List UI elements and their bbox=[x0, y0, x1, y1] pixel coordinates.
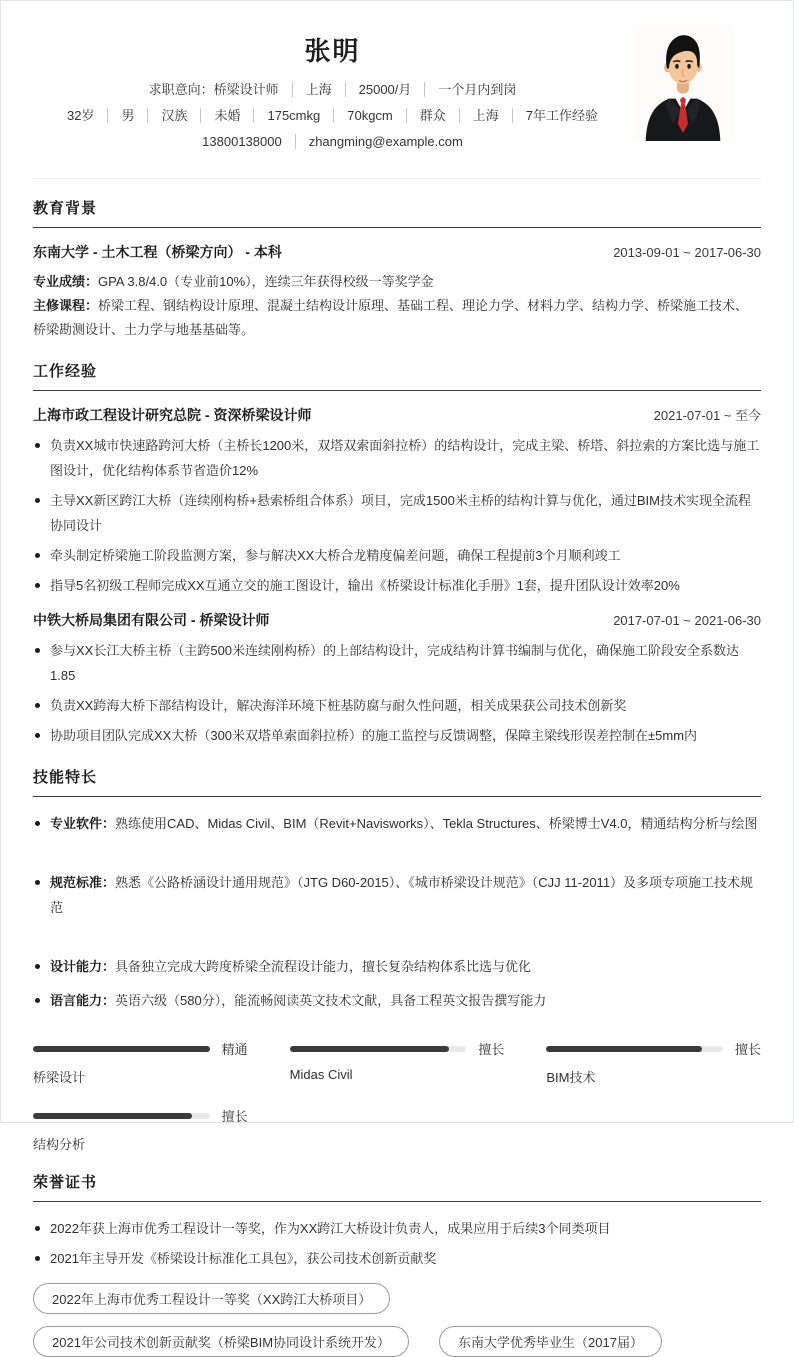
info-item: 70kgcm bbox=[333, 108, 393, 123]
skill-name-label: 结构分析 bbox=[33, 1137, 86, 1152]
section-title-work: 工作经验 bbox=[33, 360, 761, 391]
skill-bar-fill bbox=[33, 1046, 210, 1052]
job-intent-line bbox=[33, 82, 632, 97]
job2-company-role: 中铁大桥局集团有限公司 - 桥梁设计师 bbox=[33, 612, 270, 628]
intent-item: 一个月内到岗 bbox=[424, 82, 516, 97]
skill-level-label: 擅长 bbox=[221, 1109, 248, 1124]
skill-bullet-item bbox=[33, 870, 761, 920]
skill-bar-row bbox=[33, 1106, 248, 1125]
honor-badge: 2021年公司技术创新贡献奖（桥梁BIM协同设计系统开发） bbox=[33, 1326, 409, 1357]
skill-bar-track bbox=[33, 1046, 210, 1052]
job2-bullet-list bbox=[33, 638, 761, 748]
badge-row-1 bbox=[33, 1283, 761, 1314]
honors-bullet-list bbox=[33, 1216, 761, 1271]
detail-label: 专业成绩： bbox=[33, 274, 99, 289]
skill-text: 熟悉《公路桥涵设计通用规范》（JTG D60-2015）、《城市桥梁设计规范》（CJJ 11-2011）及多项专项施工技术规范 bbox=[50, 875, 754, 915]
skill-label: 规范标准： bbox=[50, 875, 116, 890]
job2-bullet-item: 负责XX跨海大桥下部结构设计，解决海洋环境下桩基防腐与耐久性问题，相关成果获公司技术创新奖 bbox=[33, 693, 761, 718]
badge-row-2 bbox=[33, 1326, 761, 1357]
detail-label: 主修课程： bbox=[33, 298, 99, 313]
intent-item: 上海 bbox=[292, 82, 332, 97]
personal-info-line bbox=[33, 108, 632, 123]
section-title-skills: 技能特长 bbox=[33, 766, 761, 797]
work-body bbox=[33, 391, 761, 748]
job1-bullet-item: 主导XX新区跨江大桥（连续刚构桥+悬索桥组合体系）项目，完成1500米主桥的结构计算与优化，通过BIM技术实现全流程协同设计 bbox=[33, 488, 761, 538]
skill-bullet-item bbox=[33, 954, 761, 979]
job1-bullet-item: 指导5名初级工程师完成XX互通立交的施工图设计，输出《桥梁设计标准化手册》1套，提升团队设计效率20% bbox=[33, 573, 761, 598]
skill-bar-track bbox=[33, 1113, 210, 1119]
skills-body bbox=[33, 797, 761, 1153]
info-item: 未婚 bbox=[200, 108, 240, 123]
skill-bar-row bbox=[546, 1039, 761, 1058]
skill-bar-fill bbox=[33, 1113, 192, 1119]
detail-text: GPA 3.8/4.0（专业前10%），连续三年获得校级一等奖学金 bbox=[98, 274, 434, 289]
detail-text: 桥梁工程、钢结构设计原理、混凝土结构设计原理、基础工程、理论力学、材料力学、结构力学、桥梁施工技术、桥梁勘测设计、土力学与地基基础等。 bbox=[33, 298, 749, 337]
section-title-honors: 荣誉证书 bbox=[33, 1171, 761, 1202]
contact-item: zhangming@example.com bbox=[295, 134, 463, 149]
avatar bbox=[632, 25, 734, 141]
skill-name-label: Midas Civil bbox=[289, 1067, 353, 1082]
info-item: 7年工作经验 bbox=[512, 108, 598, 123]
skill-bar-track bbox=[290, 1046, 467, 1052]
honor-bullet-item: 2021年主导开发《桥梁设计标准化工具包》，获公司技术创新贡献奖 bbox=[33, 1246, 761, 1271]
skill-bar-grid bbox=[33, 1039, 761, 1153]
honors-body bbox=[33, 1202, 761, 1357]
skill-label: 设计能力： bbox=[50, 959, 116, 974]
section-education bbox=[33, 197, 761, 342]
skill-bar-item bbox=[290, 1039, 505, 1086]
education-detail-row bbox=[33, 294, 761, 342]
job1-company-role: 上海市政工程设计研究总院 - 资深桥梁设计师 bbox=[33, 407, 312, 423]
job2-header bbox=[33, 610, 761, 630]
intent-item: 求职意向：桥梁设计师 bbox=[148, 82, 279, 97]
info-item: 32岁 bbox=[66, 108, 95, 123]
job1-header bbox=[33, 405, 761, 425]
avatar-illustration bbox=[632, 25, 734, 141]
header-info bbox=[33, 25, 632, 160]
school-degree: 东南大学 - 土木工程（桥梁方向） - 本科 bbox=[33, 244, 282, 260]
skill-label: 专业软件： bbox=[50, 816, 116, 831]
skill-bullet-item bbox=[33, 811, 761, 836]
skill-text: 熟练使用CAD、Midas Civil、BIM（Revit+Navisworks）、Tekla Structures、桥梁博士V4.0，精通结构分析与绘图 bbox=[115, 816, 758, 831]
contact-line bbox=[33, 134, 632, 149]
skill-bar-row bbox=[33, 1039, 248, 1058]
skill-bar-fill bbox=[546, 1046, 701, 1052]
section-honors bbox=[33, 1171, 761, 1357]
skill-text: 英语六级（580分），能流畅阅读英文技术文献，具备工程英文报告撰写能力 bbox=[115, 993, 547, 1008]
honor-bullet-item: 2022年获上海市优秀工程设计一等奖，作为XX跨江大桥设计负责人，成果应用于后续3个同类项目 bbox=[33, 1216, 761, 1241]
skill-label: 语言能力： bbox=[50, 993, 116, 1008]
candidate-name: 张明 bbox=[304, 36, 361, 66]
education-date-range: 2013-09-01 ~ 2017-06-30 bbox=[613, 245, 761, 260]
section-work bbox=[33, 360, 761, 748]
skill-text: 具备独立完成大跨度桥梁全流程设计能力，擅长复杂结构体系比选与优化 bbox=[115, 959, 532, 974]
info-item: 汉族 bbox=[147, 108, 187, 123]
job1-bullet-item: 负责XX城市快速路跨河大桥（主桥长1200米，双塔双索面斜拉桥）的结构设计，完成主梁、桥塔、斜拉索的方案比选与施工图设计，优化结构体系节省造价12% bbox=[33, 433, 761, 483]
honor-badge: 东南大学优秀毕业生（2017届） bbox=[439, 1326, 662, 1357]
honor-badges bbox=[33, 1283, 761, 1357]
skill-bar-item bbox=[546, 1039, 761, 1086]
job-entry-1 bbox=[33, 405, 761, 598]
contact-item: 13800138000 bbox=[202, 134, 282, 149]
skill-bar-track bbox=[546, 1046, 723, 1052]
section-skills bbox=[33, 766, 761, 1153]
job2-date-range: 2017-07-01 ~ 2021-06-30 bbox=[613, 613, 761, 628]
skill-bar-item bbox=[33, 1039, 248, 1086]
job1-bullet-item: 牵头制定桥梁施工阶段监测方案，参与解决XX大桥合龙精度偏差问题，确保工程提前3个月顺利竣工 bbox=[33, 543, 761, 568]
skill-level-label: 精通 bbox=[221, 1042, 248, 1057]
skill-bar-row bbox=[290, 1039, 505, 1058]
skill-bar-fill bbox=[290, 1046, 449, 1052]
job-entry-2 bbox=[33, 610, 761, 748]
skill-bar-item bbox=[33, 1106, 248, 1153]
education-body bbox=[33, 228, 761, 342]
intent-item: 25000/月 bbox=[345, 82, 412, 97]
job1-date-range: 2021-07-01 ~ 至今 bbox=[653, 408, 761, 423]
job1-bullet-list bbox=[33, 433, 761, 598]
skill-level-label: 擅长 bbox=[478, 1042, 505, 1057]
skills-bullet-list bbox=[33, 811, 761, 1013]
honor-badge: 2022年上海市优秀工程设计一等奖（XX跨江大桥项目） bbox=[33, 1283, 390, 1314]
skill-bullet-item bbox=[33, 988, 761, 1013]
education-detail-row bbox=[33, 270, 761, 294]
job2-bullet-item: 协助项目团队完成XX大桥（300米双塔单索面斜拉桥）的施工监控与反馈调整，保障主梁线形误差控制在±5mm内 bbox=[33, 723, 761, 748]
job2-bullet-item: 参与XX长江大桥主桥（主跨500米连续刚构桥）的上部结构设计，完成结构计算书编制与优化，确保施工阶段安全系数达1.85 bbox=[33, 638, 761, 688]
info-item: 上海 bbox=[459, 108, 499, 123]
section-title-education: 教育背景 bbox=[33, 197, 761, 228]
skill-name-label: BIM技术 bbox=[546, 1070, 596, 1085]
resume-header bbox=[33, 25, 761, 179]
skill-level-label: 擅长 bbox=[734, 1042, 761, 1057]
info-item: 男 bbox=[107, 108, 134, 123]
info-item: 175cmkg bbox=[253, 108, 320, 123]
skill-name-label: 桥梁设计 bbox=[33, 1070, 86, 1085]
education-entry-header bbox=[33, 242, 761, 262]
info-item: 群众 bbox=[406, 108, 446, 123]
